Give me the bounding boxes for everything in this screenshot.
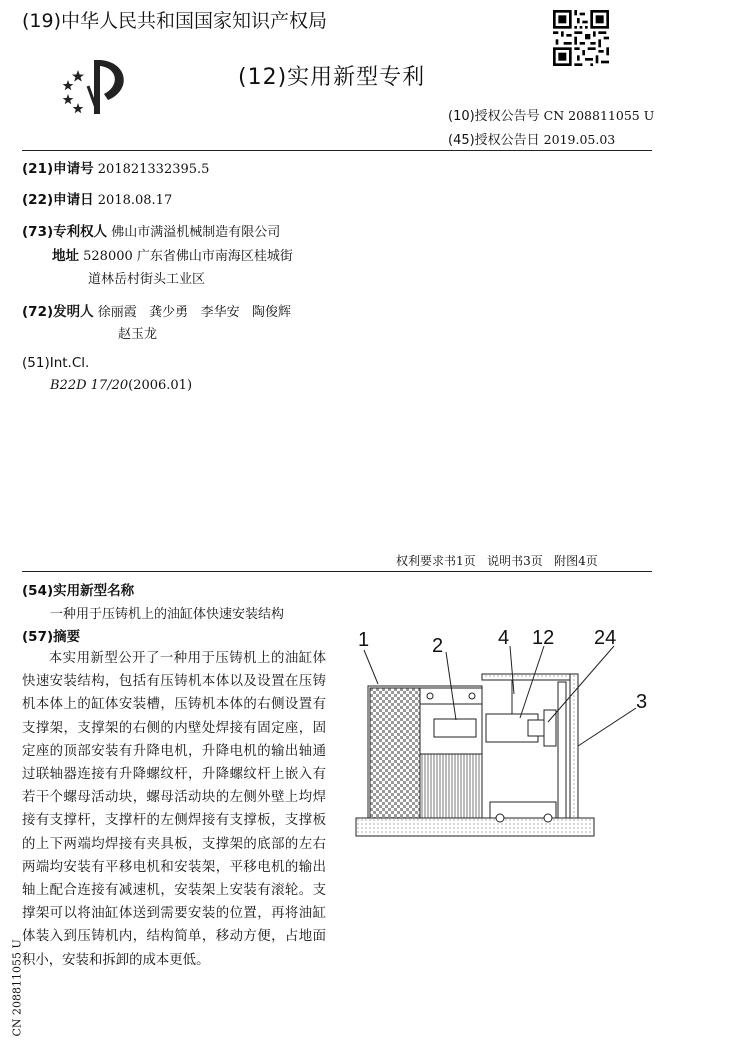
figure-label-1: 1 (358, 629, 370, 651)
qr-code (553, 8, 609, 68)
publication-number (448, 105, 654, 124)
ipc-code: B22D 17/20 (50, 378, 129, 393)
document-type: (12)实用新型专利 (238, 65, 426, 90)
publication-date-value: 2019.05.03 (543, 132, 616, 147)
ipc-classification (50, 378, 192, 393)
publication-date-label: (45)授权公告日 (448, 133, 540, 148)
page-count-info: 权利要求书1页 说明书3页 附图4页 (396, 554, 598, 568)
application-number-label: (21)申请号 (22, 161, 94, 177)
abstract-paragraph: 本实用新型公开了一种用于压铸机上的油缸体快速安装结构，包括有压铸机本体以及设置在压铸机本体上的缸体安装槽，压铸机本体的右侧设置有支撑架，支撑架的右侧的内壁处焊接有固定座，固定座的顶部安装有升降电机，升降电机的输出轴通过联轴器连接有升降螺纹杆，升降螺纹杆上嵌入有若干个螺母活动块，螺母活动块的左侧外壁上均焊接有支撑杆，支撑杆的左侧焊接有支撑板，支撑板的上下两端均焊接有夹具板，支撑架的底部的左右两端均安装有平移电机和安装架，平移电机的输出轴上配合连接有减速机，安装架上安装有滚轮。支撑架可以将油缸体送到需要安装的位置，再将油缸体装入到压铸机内，结构简单，移动方便，占地面积小，安装和拆卸的成本更低。 (22, 651, 326, 968)
application-number-value: 201821332395.5 (97, 162, 210, 177)
publication-number-value: CN 208811055 U (543, 108, 655, 123)
abstract-label: (57)摘要 (22, 629, 81, 645)
ipc-label-text: (51)Int.Cl. (22, 355, 90, 371)
figure-label-12: 12 (532, 627, 555, 649)
header-rule (22, 150, 652, 151)
abstract-figure (352, 622, 662, 842)
figure-label-4: 4 (498, 627, 510, 649)
abstract-text (22, 647, 326, 972)
application-date-value: 2018.08.17 (97, 193, 173, 208)
application-date-label: (22)申请日 (22, 192, 94, 208)
figure-label-24: 24 (594, 627, 617, 649)
figure-label-3: 3 (636, 691, 648, 713)
utility-model-name: 一种用于压铸机上的油缸体快速安装结构 (50, 607, 285, 622)
address-line-2: 道林岳村街头工业区 (88, 272, 206, 287)
publication-date (448, 129, 615, 148)
publication-number-label: (10)授权公告号 (448, 109, 540, 124)
address-line-1: 528000 广东省佛山市南海区桂城街 (83, 249, 293, 264)
inventors (22, 300, 291, 320)
ipc-version: (2006.01) (128, 378, 193, 393)
patentee-label: (73)专利权人 (22, 224, 108, 240)
issuing-office: (19)中华人民共和国国家知识产权局 (22, 10, 328, 32)
address (52, 244, 293, 264)
figure-label-2: 2 (432, 635, 444, 657)
application-date (22, 188, 172, 208)
abstract-rule (22, 571, 652, 572)
inventors-label: (72)发明人 (22, 304, 94, 320)
cnipa-logo (58, 56, 136, 118)
ipc-label (22, 355, 89, 371)
title-section-label: (54)实用新型名称 (22, 583, 135, 599)
patentee (22, 220, 280, 240)
address-label: 地址 (52, 248, 79, 264)
application-number (22, 157, 209, 177)
side-publication-code: CN 208811055 U (10, 939, 24, 1037)
inventors-line-1: 徐丽霞 龚少勇 李华安 陶俊辉 (97, 305, 291, 320)
patentee-value: 佛山市满溢机械制造有限公司 (111, 225, 281, 240)
inventors-line-2: 赵玉龙 (118, 327, 158, 342)
